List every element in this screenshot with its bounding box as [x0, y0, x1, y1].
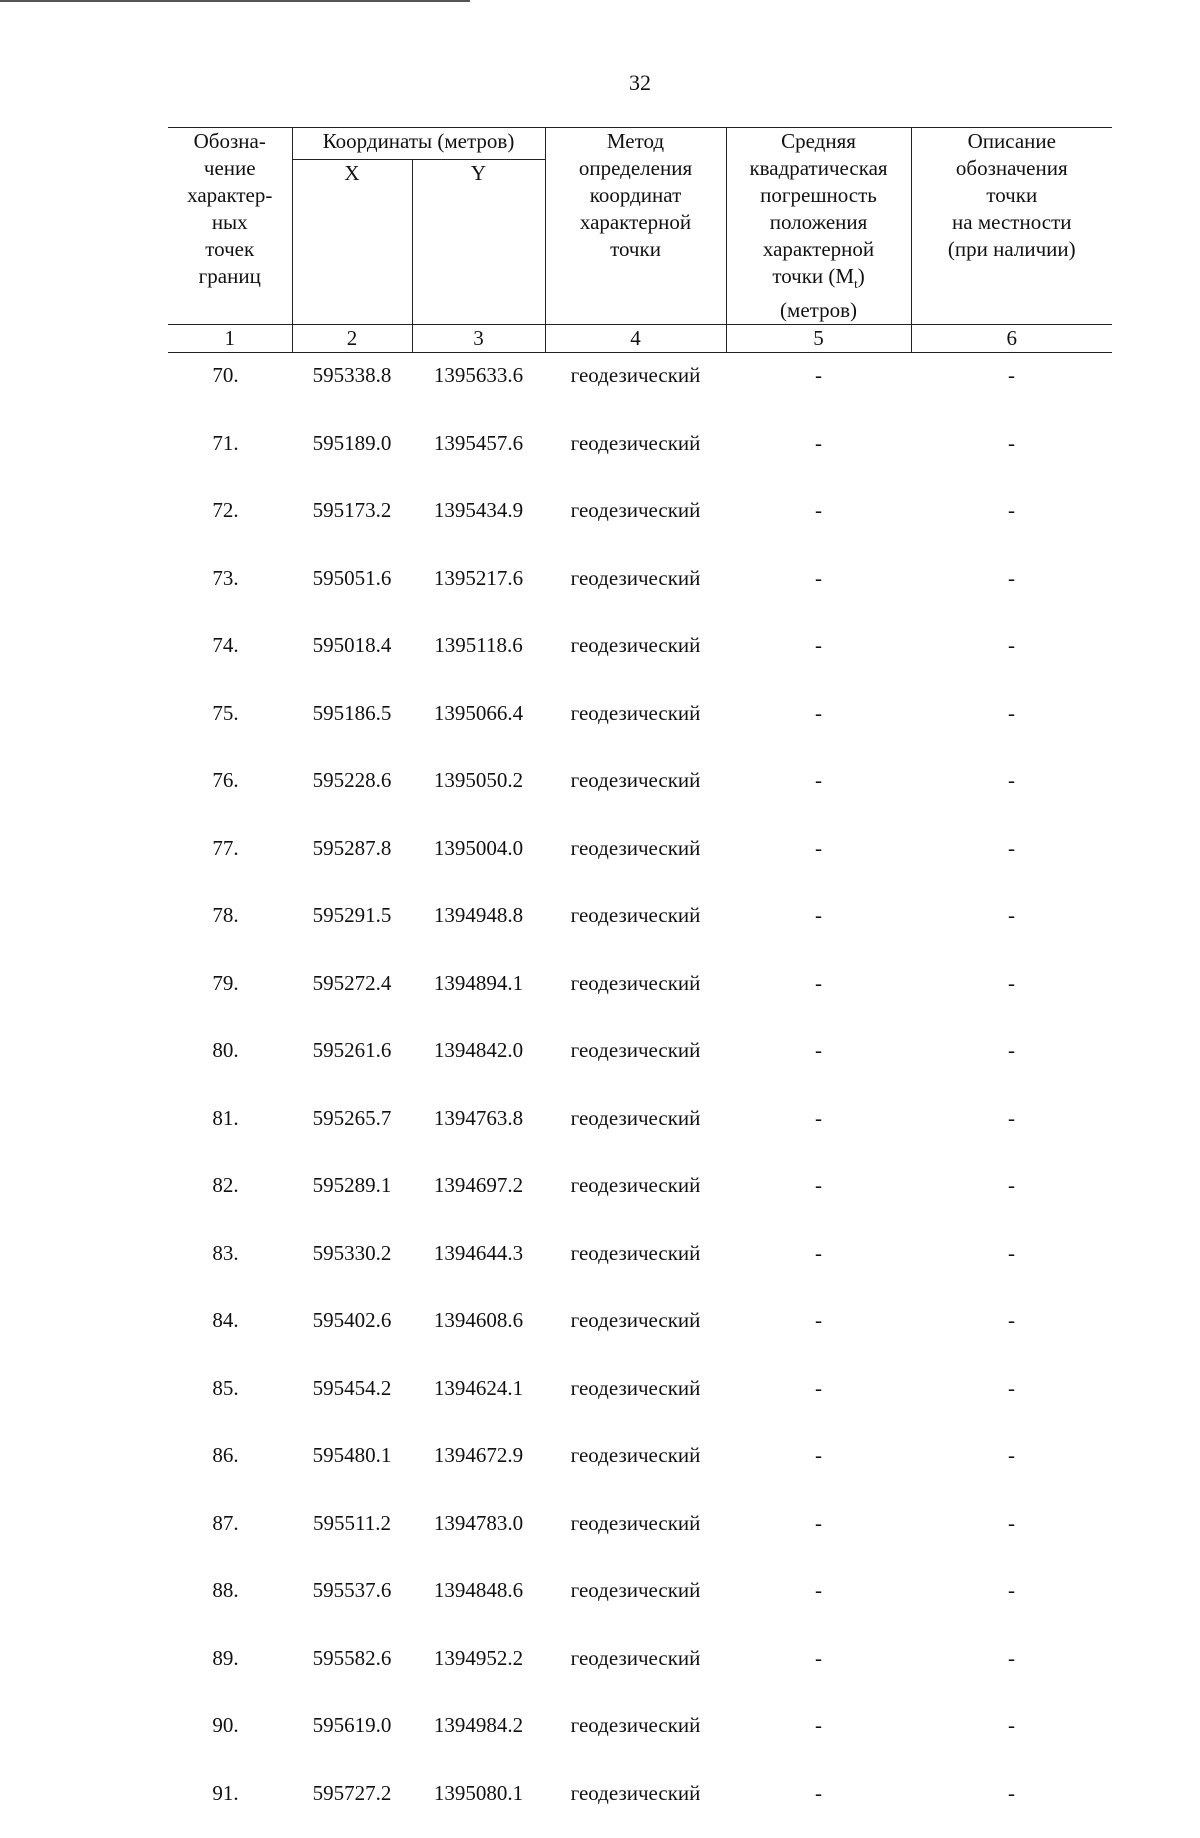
- header-point-description: Описание обозначения точки на местности (при наличии): [911, 128, 1112, 325]
- table-row: [168, 1028, 1112, 1096]
- table-row: [168, 1096, 1112, 1164]
- coord-y: 1394842.0: [433, 1038, 524, 1063]
- point-number: 79.: [212, 970, 239, 995]
- table-row: [168, 556, 1112, 624]
- point-number: 81.: [212, 1105, 239, 1130]
- description-cell: -: [1008, 1173, 1016, 1198]
- method-cell: геодезический: [570, 1375, 701, 1400]
- coord-x: 595511.2: [313, 1510, 391, 1535]
- method-cell: геодезический: [570, 903, 701, 928]
- header-coordinates-group: Координаты (метров): [292, 128, 545, 160]
- table-row: [168, 1366, 1112, 1434]
- column-number: 4: [545, 325, 726, 353]
- coord-x: 595289.1: [312, 1173, 392, 1198]
- point-number: 82.: [212, 1173, 239, 1198]
- point-number: 75.: [212, 700, 239, 725]
- table-row: [168, 1231, 1112, 1299]
- column-number: 1: [168, 325, 292, 353]
- method-cell: геодезический: [570, 1578, 701, 1603]
- description-cell: -: [1008, 903, 1016, 928]
- error-cell: -: [815, 1240, 823, 1265]
- coord-y: 1394948.8: [433, 903, 524, 928]
- point-number: 80.: [212, 1038, 239, 1063]
- error-cell: -: [815, 970, 823, 995]
- method-cell: геодезический: [570, 430, 701, 455]
- method-cell: геодезический: [570, 970, 701, 995]
- error-cell: -: [815, 1308, 823, 1333]
- description-cell: -: [1008, 1443, 1016, 1468]
- coord-y: 1395217.6: [433, 565, 524, 590]
- description-cell: -: [1008, 768, 1016, 793]
- coord-x: 595018.4: [312, 633, 392, 658]
- coord-y: 1394763.8: [433, 1105, 524, 1130]
- point-number: 86.: [212, 1443, 239, 1468]
- table-body: [168, 353, 1112, 1838]
- coord-x: 595265.7: [312, 1105, 392, 1130]
- method-cell: геодезический: [570, 1038, 701, 1063]
- coord-x: 595454.2: [312, 1375, 392, 1400]
- method-cell: геодезический: [570, 768, 701, 793]
- description-cell: -: [1008, 1510, 1016, 1535]
- coord-y: 1395457.6: [433, 430, 524, 455]
- description-cell: -: [1008, 363, 1016, 388]
- point-number: 73.: [212, 565, 239, 590]
- table-row: [168, 758, 1112, 826]
- header-point-designation: Обозна- чение характер- ных точек границ: [168, 128, 292, 325]
- table-header: [168, 128, 1112, 353]
- coord-x: 595480.1: [312, 1443, 392, 1468]
- error-cell: -: [815, 1038, 823, 1063]
- error-cell: -: [815, 768, 823, 793]
- description-cell: -: [1008, 835, 1016, 860]
- table-row: [168, 1771, 1112, 1838]
- method-cell: геодезический: [570, 700, 701, 725]
- point-number: 74.: [212, 633, 239, 658]
- header-x: X: [292, 159, 412, 325]
- description-cell: -: [1008, 498, 1016, 523]
- description-cell: -: [1008, 633, 1016, 658]
- coord-x: 595051.6: [312, 565, 392, 590]
- method-cell: геодезический: [570, 1105, 701, 1130]
- coord-y: 1394952.2: [433, 1645, 524, 1670]
- coord-y: 1394624.1: [433, 1375, 524, 1400]
- error-cell: -: [815, 700, 823, 725]
- description-cell: -: [1008, 970, 1016, 995]
- method-cell: геодезический: [570, 1713, 701, 1738]
- column-number: 3: [412, 325, 545, 353]
- coord-x: 595338.8: [312, 363, 392, 388]
- coord-x: 595261.6: [312, 1038, 392, 1063]
- top-edge-line: [0, 0, 470, 2]
- table-row: [168, 1703, 1112, 1771]
- method-cell: геодезический: [570, 565, 701, 590]
- method-cell: геодезический: [570, 1780, 701, 1805]
- method-cell: геодезический: [570, 835, 701, 860]
- table-row: [168, 1163, 1112, 1231]
- coord-x: 595402.6: [312, 1308, 392, 1333]
- point-number: 83.: [212, 1240, 239, 1265]
- method-cell: геодезический: [570, 1443, 701, 1468]
- table-row: [168, 488, 1112, 556]
- header-y: Y: [412, 159, 545, 325]
- table-row: [168, 623, 1112, 691]
- coord-y: 1394848.6: [433, 1578, 524, 1603]
- point-number: 87.: [212, 1510, 239, 1535]
- table-row: [168, 1568, 1112, 1636]
- method-cell: геодезический: [570, 1240, 701, 1265]
- column-number: 5: [726, 325, 911, 353]
- error-cell: -: [815, 430, 823, 455]
- method-cell: геодезический: [570, 498, 701, 523]
- description-cell: -: [1008, 430, 1016, 455]
- coord-y: 1394608.6: [433, 1308, 524, 1333]
- coord-x: 595330.2: [312, 1240, 392, 1265]
- point-number: 90.: [212, 1713, 239, 1738]
- column-number: 2: [292, 325, 412, 353]
- coord-x: 595582.6: [312, 1645, 392, 1670]
- page-number: 32: [629, 70, 651, 95]
- method-cell: геодезический: [570, 1510, 701, 1535]
- header-mean-square-error: Средняя квадратическая погрешность положения характерной точки $(M_t)$ (метров): [726, 128, 911, 325]
- error-cell: -: [815, 835, 823, 860]
- error-cell: -: [815, 1443, 823, 1468]
- table-row: [168, 1433, 1112, 1501]
- coord-y: 1394984.2: [433, 1713, 524, 1738]
- method-cell: геодезический: [570, 633, 701, 658]
- coord-x: 595537.6: [312, 1578, 392, 1603]
- point-number: 91.: [212, 1780, 239, 1805]
- table-row: [168, 961, 1112, 1029]
- description-cell: -: [1008, 1375, 1016, 1400]
- description-cell: -: [1008, 1713, 1016, 1738]
- error-cell: -: [815, 498, 823, 523]
- coord-x: 595727.2: [312, 1780, 392, 1805]
- table-row: [168, 1636, 1112, 1704]
- coord-x: 595291.5: [312, 903, 392, 928]
- description-cell: -: [1008, 1240, 1016, 1265]
- error-cell: -: [815, 1645, 823, 1670]
- coordinates-table: [168, 127, 1112, 1838]
- point-number: 89.: [212, 1645, 239, 1670]
- point-number: 78.: [212, 903, 239, 928]
- description-cell: -: [1008, 1105, 1016, 1130]
- description-cell: -: [1008, 1645, 1016, 1670]
- coord-y: 1395434.9: [433, 498, 524, 523]
- table-row: [168, 1501, 1112, 1569]
- error-cell: -: [815, 363, 823, 388]
- header-method: Метод определения координат характерной точки: [545, 128, 726, 325]
- table-row: [168, 421, 1112, 489]
- method-cell: геодезический: [570, 1173, 701, 1198]
- description-cell: -: [1008, 1780, 1016, 1805]
- point-number: 88.: [212, 1578, 239, 1603]
- table-row: [168, 1298, 1112, 1366]
- description-cell: -: [1008, 1578, 1016, 1603]
- description-cell: -: [1008, 1038, 1016, 1063]
- error-cell: -: [815, 903, 823, 928]
- table-row: [168, 826, 1112, 894]
- coord-x: 595173.2: [312, 498, 392, 523]
- table-row: [168, 893, 1112, 961]
- error-cell: -: [815, 1713, 823, 1738]
- coord-y: 1394894.1: [433, 970, 524, 995]
- point-number: 77.: [212, 835, 239, 860]
- coord-y: 1395066.4: [433, 700, 524, 725]
- coord-y: 1395004.0: [433, 835, 524, 860]
- coord-x: 595228.6: [312, 768, 392, 793]
- point-number: 71.: [212, 430, 239, 455]
- point-number: 70.: [212, 363, 239, 388]
- coord-y: 1394644.3: [433, 1240, 524, 1265]
- coord-x: 595189.0: [312, 430, 392, 455]
- point-number: 84.: [212, 1308, 239, 1333]
- description-cell: -: [1008, 1308, 1016, 1333]
- table-row: [168, 353, 1112, 421]
- coord-y: 1394783.0: [433, 1510, 524, 1535]
- error-cell: -: [815, 1173, 823, 1198]
- method-cell: геодезический: [570, 1308, 701, 1333]
- coord-x: 595619.0: [312, 1713, 392, 1738]
- error-cell: -: [815, 1375, 823, 1400]
- coord-y: 1395118.6: [434, 633, 523, 658]
- method-cell: геодезический: [570, 363, 701, 388]
- coord-x: 595272.4: [312, 970, 392, 995]
- table-row: [168, 691, 1112, 759]
- point-number: 72.: [212, 498, 239, 523]
- description-cell: -: [1008, 700, 1016, 725]
- coord-y: 1394697.2: [433, 1173, 524, 1198]
- error-cell: -: [815, 565, 823, 590]
- description-cell: -: [1008, 565, 1016, 590]
- point-number: 76.: [212, 768, 239, 793]
- coord-y: 1395080.1: [433, 1780, 524, 1805]
- header-column-numbers: [168, 325, 1112, 353]
- error-cell: -: [815, 1510, 823, 1535]
- method-cell: геодезический: [570, 1645, 701, 1670]
- column-number: 6: [911, 325, 1112, 353]
- error-cell: -: [815, 633, 823, 658]
- coord-y: 1395050.2: [433, 768, 524, 793]
- error-cell: -: [815, 1780, 823, 1805]
- error-cell: -: [815, 1578, 823, 1603]
- coord-x: 595186.5: [312, 700, 392, 725]
- coord-y: 1394672.9: [433, 1443, 524, 1468]
- coord-y: 1395633.6: [433, 363, 524, 388]
- point-number: 85.: [212, 1375, 239, 1400]
- error-cell: -: [815, 1105, 823, 1130]
- coord-x: 595287.8: [312, 835, 392, 860]
